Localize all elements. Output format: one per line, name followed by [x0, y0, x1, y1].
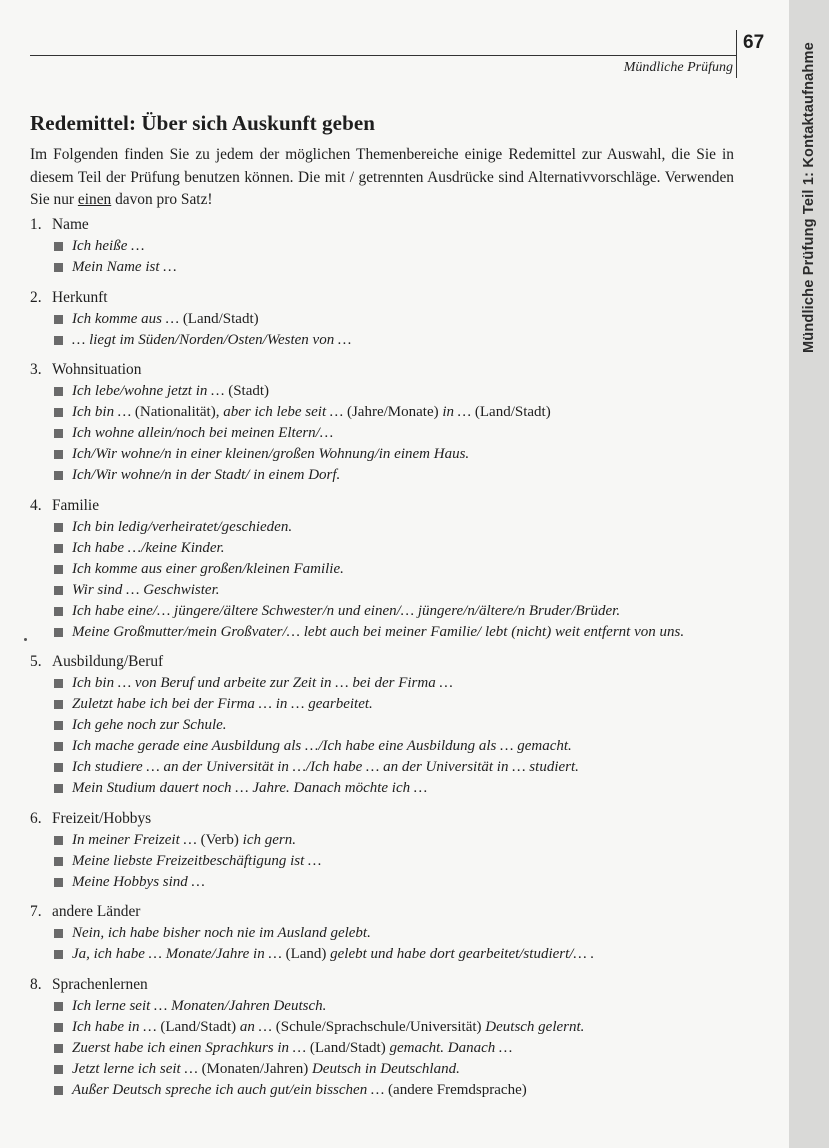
- list-item: [30, 944, 750, 965]
- phrase-text: Meine Hobbys sind …: [72, 873, 205, 890]
- phrase-text: Ich heiße …: [72, 238, 145, 254]
- section: [30, 651, 750, 799]
- placeholder-note: (Monaten/Jahren): [197, 1060, 312, 1077]
- placeholder-note: (Land/Stadt): [179, 310, 259, 327]
- placeholder-note: (Land): [281, 946, 331, 962]
- list-item: [30, 402, 750, 423]
- list-item: [30, 538, 750, 559]
- square-bullet-icon: [54, 878, 63, 887]
- section-number: 4.: [30, 496, 42, 514]
- list-item: [30, 872, 750, 893]
- list-item: [30, 673, 750, 694]
- phrase-text: Deutsch gelernt.: [485, 1018, 585, 1035]
- square-bullet-icon: [54, 1086, 63, 1095]
- list-item: [30, 236, 750, 257]
- phrase-text: Ich habe …/keine Kinder.: [72, 539, 225, 556]
- list-item: [30, 580, 750, 601]
- section-title: Familie: [52, 496, 100, 514]
- phrase-list: [30, 923, 750, 965]
- phrase-text: Ich komme aus einer großen/kleinen Familie.: [72, 560, 344, 577]
- section-heading: [30, 495, 750, 517]
- intro-underlined-word: einen: [77, 191, 112, 208]
- phrase-text: Ich/Wir wohne/n in einer kleinen/großen Wohnung/in einem Haus.: [72, 446, 470, 462]
- list-item: [30, 517, 750, 538]
- section-number: 7.: [30, 903, 42, 920]
- section-heading: [30, 214, 750, 236]
- section: [30, 359, 750, 486]
- phrase-text: gelebt und habe dort gearbeitet/studiert/… .: [330, 946, 595, 962]
- square-bullet-icon: [54, 336, 63, 345]
- placeholder-note: (Land/Stadt): [306, 1039, 390, 1056]
- page-number: 67: [743, 32, 765, 53]
- phrase-list: [30, 381, 750, 486]
- section-title: Herkunft: [52, 288, 108, 306]
- square-bullet-icon: [54, 742, 63, 751]
- list-item: [30, 1080, 750, 1101]
- placeholder-note: (Schule/Sprachschule/Universität): [272, 1018, 486, 1035]
- square-bullet-icon: [54, 387, 63, 396]
- placeholder-note: (Land/Stadt): [156, 1018, 240, 1035]
- section-title: andere Länder: [52, 903, 141, 920]
- placeholder-note: (Land/Stadt): [471, 404, 551, 420]
- square-bullet-icon: [54, 763, 63, 772]
- section-heading: [30, 651, 750, 673]
- side-tab-label: Mündliche Prüfung Teil 1: Kontaktaufnahme: [801, 42, 817, 354]
- square-bullet-icon: [54, 315, 63, 324]
- phrase-list: [30, 996, 750, 1101]
- section-heading: [30, 901, 750, 923]
- list-item: [30, 778, 750, 799]
- list-item: [30, 465, 750, 486]
- phrase-list: [30, 236, 750, 278]
- list-item: [30, 694, 750, 715]
- phrase-text: aber ich lebe seit …: [223, 404, 344, 420]
- header-rule: [30, 55, 736, 56]
- phrase-text: an …: [239, 1018, 272, 1035]
- phrase-text: Zuletzt habe ich bei der Firma … in … gearbeitet.: [72, 696, 373, 712]
- phrase-text: Wir sind … Geschwister.: [72, 581, 220, 598]
- square-bullet-icon: [54, 1023, 63, 1032]
- phrase-text: Deutsch in Deutschland.: [311, 1060, 460, 1077]
- list-item: [30, 309, 750, 330]
- sections-list: [30, 214, 750, 1109]
- square-bullet-icon: [54, 544, 63, 553]
- phrase-text: Nein, ich habe bisher noch nie im Ausland gelebt.: [72, 925, 371, 941]
- square-bullet-icon: [54, 565, 63, 574]
- square-bullet-icon: [54, 950, 63, 959]
- square-bullet-icon: [54, 836, 63, 845]
- list-item: [30, 851, 750, 872]
- section-title: Freizeit/Hobbys: [52, 809, 152, 827]
- phrase-list: [30, 673, 750, 799]
- section: [30, 808, 750, 893]
- running-head: Mündliche Prüfung: [623, 60, 733, 75]
- list-item: [30, 923, 750, 944]
- list-item: [30, 257, 750, 278]
- intro-paragraph: [30, 144, 734, 212]
- placeholder-note: (Jahre/Monate): [343, 404, 443, 420]
- phrase-text: Ich bin ledig/verheiratet/geschieden.: [72, 518, 293, 535]
- phrase-text: Mein Studium dauert noch … Jahre. Danach möchte ich …: [72, 780, 428, 796]
- square-bullet-icon: [54, 1002, 63, 1011]
- list-item: [30, 559, 750, 580]
- phrase-list: [30, 830, 750, 893]
- square-bullet-icon: [54, 471, 63, 480]
- list-item: [30, 601, 750, 622]
- square-bullet-icon: [54, 450, 63, 459]
- phrase-text: Ich wohne allein/noch bei meinen Eltern/…: [72, 425, 334, 441]
- list-item: [30, 1059, 750, 1080]
- phrase-text: Jetzt lerne ich seit …: [72, 1060, 198, 1077]
- square-bullet-icon: [54, 408, 63, 417]
- placeholder-note: (Stadt): [224, 383, 270, 399]
- phrase-text: in …: [442, 404, 472, 420]
- square-bullet-icon: [54, 628, 63, 637]
- section: [30, 495, 750, 643]
- list-item: [30, 381, 750, 402]
- placeholder-note: (andere Fremdsprache): [384, 1081, 527, 1098]
- phrase-text: ich gern.: [242, 831, 296, 848]
- placeholder-note: (Verb): [196, 831, 243, 848]
- square-bullet-icon: [54, 586, 63, 595]
- section: [30, 901, 750, 965]
- phrase-text: Meine liebste Freizeitbeschäftigung ist …: [72, 852, 322, 869]
- header-divider: [736, 30, 737, 78]
- phrase-text: Mein Name ist …: [72, 259, 177, 275]
- margin-mark: [24, 638, 27, 641]
- section-heading: [30, 974, 750, 996]
- section-heading: [30, 808, 750, 830]
- phrase-list: [30, 309, 750, 351]
- phrase-text: Zuerst habe ich einen Sprachkurs in …: [72, 1039, 307, 1056]
- list-item: [30, 330, 750, 351]
- phrase-text: Ich komme aus …: [72, 310, 180, 327]
- list-item: [30, 715, 750, 736]
- page-title: Redemittel: Über sich Auskunft geben: [30, 111, 376, 135]
- phrase-text: Ich bin …: [72, 404, 132, 420]
- section-title: Name: [52, 216, 89, 233]
- list-item: [30, 1017, 750, 1038]
- phrase-text: Ich habe in …: [72, 1018, 157, 1035]
- section-number: 3.: [30, 361, 42, 378]
- square-bullet-icon: [54, 721, 63, 730]
- section-heading: [30, 287, 750, 309]
- section-number: 1.: [30, 216, 42, 233]
- list-item: [30, 736, 750, 757]
- phrase-text: gemacht. Danach …: [389, 1039, 513, 1056]
- list-item: [30, 444, 750, 465]
- square-bullet-icon: [54, 679, 63, 688]
- section-title: Wohnsituation: [52, 361, 142, 378]
- list-item: [30, 996, 750, 1017]
- list-item: [30, 423, 750, 444]
- intro-text-after: davon pro Satz!: [111, 191, 213, 208]
- list-item: [30, 757, 750, 778]
- placeholder-note: (Nationalität),: [131, 404, 224, 420]
- section-number: 8.: [30, 975, 42, 993]
- phrase-list: [30, 517, 750, 643]
- phrase-text: Ich bin … von Beruf und arbeite zur Zeit in … bei der Firma …: [72, 675, 453, 691]
- square-bullet-icon: [54, 263, 63, 272]
- phrase-text: Ich lebe/wohne jetzt in …: [72, 383, 225, 399]
- section: [30, 214, 750, 278]
- section-number: 6.: [30, 809, 42, 827]
- square-bullet-icon: [54, 929, 63, 938]
- square-bullet-icon: [54, 523, 63, 532]
- phrase-text: Ich mache gerade eine Ausbildung als …/Ich habe eine Ausbildung als … gemacht.: [72, 738, 572, 754]
- list-item: [30, 830, 750, 851]
- section-number: 5.: [30, 653, 42, 670]
- section: [30, 287, 750, 351]
- phrase-text: Ich lerne seit … Monaten/Jahren Deutsch.: [72, 997, 327, 1014]
- square-bullet-icon: [54, 607, 63, 616]
- section-number: 2.: [30, 288, 42, 306]
- phrase-text: Ich habe eine/… jüngere/ältere Schwester/n und einen/… jüngere/n/ältere/n Bruder/Brüder.: [72, 602, 621, 619]
- phrase-text: Ich gehe noch zur Schule.: [72, 717, 227, 733]
- square-bullet-icon: [54, 700, 63, 709]
- section-heading: [30, 359, 750, 381]
- square-bullet-icon: [54, 784, 63, 793]
- intro-text-before: Im Folgenden finden Sie zu jedem der möglichen Themenbereiche einige Redemittel zur Auswahl, die Sie in diesem Teil der Prüfung benutzen können. Die mit / getrennten Ausdrücke sind Alternativvorschläge. Verwenden Sie nur: [30, 146, 734, 208]
- list-item: [30, 1038, 750, 1059]
- section-title: Ausbildung/Beruf: [52, 653, 164, 670]
- list-item: [30, 622, 750, 643]
- phrase-text: … liegt im Süden/Norden/Osten/Westen von …: [72, 331, 352, 348]
- square-bullet-icon: [54, 242, 63, 251]
- square-bullet-icon: [54, 1044, 63, 1053]
- phrase-text: Meine Großmutter/mein Großvater/… lebt auch bei meiner Familie/ lebt (nicht) weit entfernt von uns.: [72, 623, 685, 640]
- phrase-text: Außer Deutsch spreche ich auch gut/ein bisschen …: [72, 1081, 385, 1098]
- section: [30, 974, 750, 1101]
- square-bullet-icon: [54, 1065, 63, 1074]
- square-bullet-icon: [54, 857, 63, 866]
- phrase-text: Ich studiere … an der Universität in …/Ich habe … an der Universität in … studiert.: [72, 759, 579, 775]
- phrase-text: Ja, ich habe … Monate/Jahre in …: [72, 946, 282, 962]
- phrase-text: Ich/Wir wohne/n in der Stadt/ in einem Dorf.: [72, 467, 341, 483]
- phrase-text: In meiner Freizeit …: [72, 831, 197, 848]
- square-bullet-icon: [54, 429, 63, 438]
- section-title: Sprachenlernen: [52, 975, 148, 993]
